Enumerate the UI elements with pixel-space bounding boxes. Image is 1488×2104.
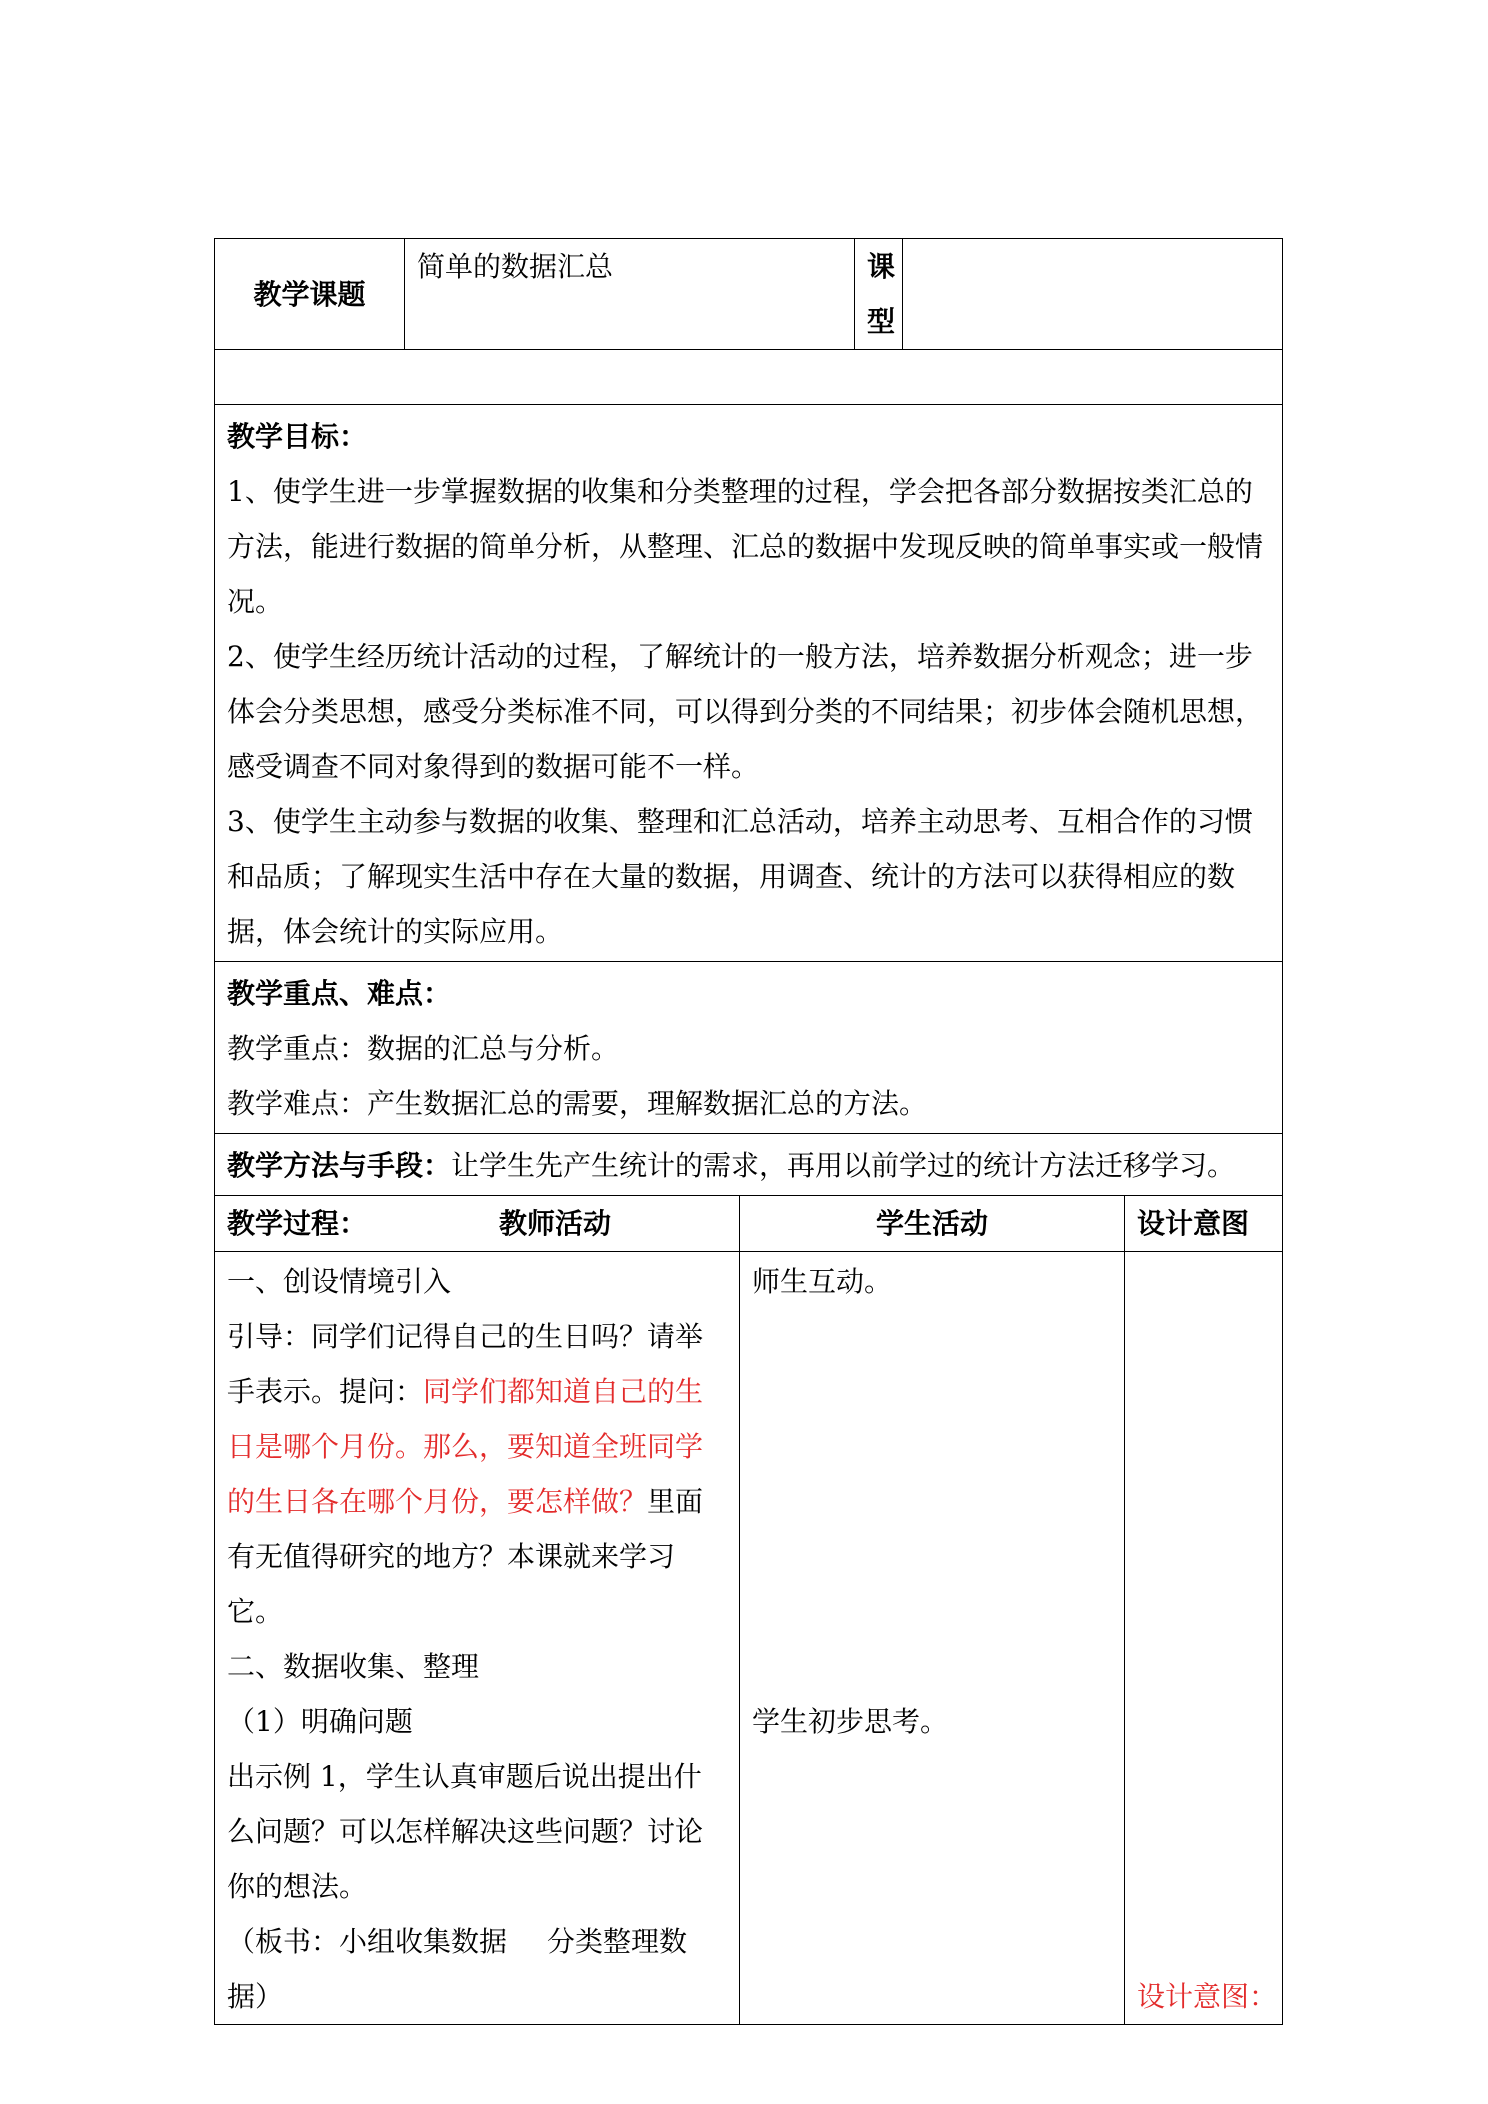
objective-item-2: 2、使学生经历统计活动的过程，了解统计的一般方法，培养数据分析观念；进一步体会分类思想，感受分类标准不同，可以得到分类的不同结果；初步体会随机思想，感受调查不同对象得到的数据可能不一样。	[227, 640, 1264, 783]
section-2-title: 二、数据收集、整理	[227, 1650, 480, 1683]
key-points-row	[215, 962, 1283, 1134]
methods-row	[215, 1134, 1283, 1196]
objective-item-3: 3、使学生主动参与数据的收集、整理和汇总活动，培养主动思考、互相合作的习惯和品质；了解现实生活中存在大量的数据，用调查、统计的方法可以获得相应的数据，体会统计的实际应用。	[227, 805, 1253, 948]
section-1-title: 一、创设情境引入	[227, 1265, 452, 1298]
empty-cell	[215, 350, 1283, 405]
type-label: 课型	[855, 239, 903, 350]
board-note-b: 分类整理数据）	[227, 1925, 688, 2013]
student-activity-header: 学生活动	[740, 1196, 1125, 1252]
methods-label: 教学方法与手段：	[227, 1149, 452, 1182]
key-points-cell	[215, 962, 1283, 1134]
process-header-cell	[215, 1196, 740, 1252]
student-activity-cell	[740, 1252, 1125, 2025]
section-2-subtitle: （1）明确问题	[227, 1705, 413, 1738]
objectives-row	[215, 405, 1283, 962]
design-intent-cell	[1125, 1252, 1283, 2025]
section-2-text: 出示例 1，学生认真审题后说出提出什么问题？可以怎样解决这些问题？讨论你的想法。	[227, 1760, 704, 1903]
teacher-activity-header: 教师活动	[499, 1207, 612, 1240]
methods-paragraph	[227, 1138, 1270, 1193]
process-body-row	[215, 1252, 1283, 2025]
process-header-row	[215, 1196, 1283, 1252]
board-note	[227, 1914, 727, 2024]
methods-text: 让学生先产生统计的需求，再用以前学过的统计方法迁移学习。	[451, 1149, 1236, 1182]
student-activity-2: 学生初步思考。	[752, 1705, 949, 1738]
empty-row	[215, 350, 1283, 405]
key-point-text: 教学重点：数据的汇总与分析。	[227, 1032, 620, 1065]
section-1-tail: 里面有无值得研究的地方？本课就来学习它。	[227, 1485, 704, 1628]
lesson-plan-table	[214, 238, 1283, 2025]
type-value	[903, 239, 1283, 350]
header-row	[215, 239, 1283, 350]
design-intent-label: 设计意图：	[1137, 1980, 1278, 2013]
key-points-heading: 教学重点、难点：	[227, 977, 452, 1010]
objectives-cell	[215, 405, 1283, 962]
teacher-activity-cell	[215, 1252, 740, 2025]
topic-value: 简单的数据汇总	[405, 239, 855, 350]
student-activity-1: 师生互动。	[752, 1265, 893, 1298]
difficulty-text: 教学难点：产生数据汇总的需要，理解数据汇总的方法。	[227, 1087, 928, 1120]
board-note-a: （板书：小组收集数据	[227, 1925, 508, 1958]
section-1-red-question: 同学们都知道自己的生日是哪个月份。那么，要知道全班同学的生日各在哪个月份，要怎样做？	[227, 1375, 704, 1518]
section-1-intro: 引导：同学们记得自己的生日吗？请举手表示。提问：	[227, 1320, 704, 1408]
process-label: 教学过程：	[227, 1207, 368, 1240]
methods-cell	[215, 1134, 1283, 1196]
objectives-heading: 教学目标：	[227, 420, 368, 453]
design-intent-header: 设计意图	[1125, 1196, 1283, 1252]
objective-item-1: 1、使学生进一步掌握数据的收集和分类整理的过程，学会把各部分数据按类汇总的方法，能进行数据的简单分析，从整理、汇总的数据中发现反映的简单事实或一般情况。	[227, 475, 1264, 618]
section-1-text	[227, 1309, 727, 1639]
topic-label: 教学课题	[215, 239, 405, 350]
